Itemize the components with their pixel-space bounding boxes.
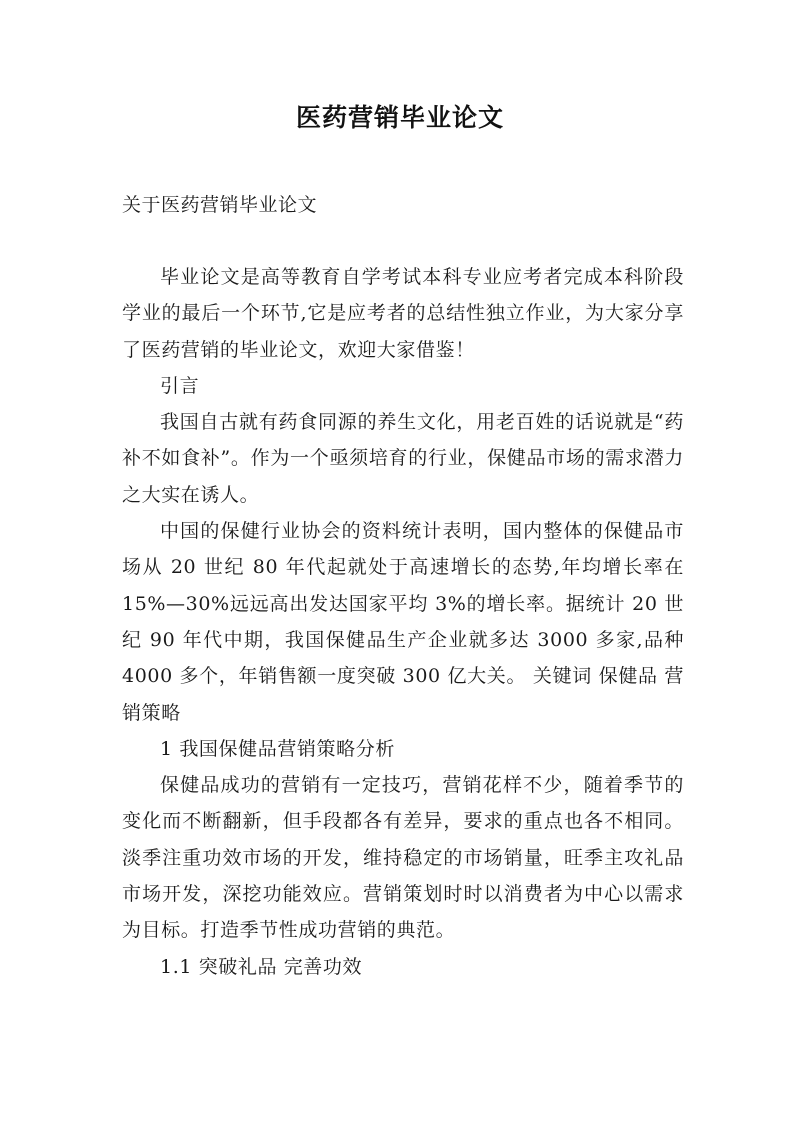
document-body bbox=[122, 259, 684, 985]
paragraph-strategy: 保健品成功的营销有一定技巧，营销花样不少，随着季节的变化而不断翻新，但手段都各有差异，要求的重点也各不相同。淡季注重功效市场的开发，维持稳定的市场销量，旺季主攻礼品市场开发，深挖功能效应。营销策划时时以消费者为中心以需求为目标。打造季节性成功营销的典范。 bbox=[122, 774, 684, 942]
paragraph-intro: 毕业论文是高等教育自学考试本科专业应考者完成本科阶段学业的最后一个环节,它是应考者的总结性独立作业，为大家分享了医药营销的毕业论文，欢迎大家借鉴！ bbox=[122, 266, 684, 361]
section-heading-1: 1 我国保健品营销策略分析 bbox=[160, 737, 395, 760]
paragraph-culture: 我国自古就有药食同源的养生文化，用老百姓的话说就是“药补不如食补”。作为一个亟须培育的行业，保健品市场的需求潜力之大实在诱人。 bbox=[122, 411, 684, 506]
section-heading-1-1: 1.1 突破礼品 完善功效 bbox=[160, 955, 363, 978]
document-subtitle: 关于医药营销毕业论文 bbox=[122, 194, 318, 216]
document-title: 医药营销毕业论文 bbox=[295, 103, 504, 132]
paragraph-statistics: 中国的保健行业协会的资料统计表明，国内整体的保健品市场从 20 世纪 80 年代起就处于高速增长的态势,年均增长率在 15%—30%远远高出发达国家平均 3%的增长率。据统计 20 世纪 90 年代中期，我国保健品生产企业就多达 3000 多家,品种 4000 多个，年销售额一度突破 300 亿大关。 关键词 保健品 营销策略 bbox=[122, 520, 684, 724]
section-heading-preface: 引言 bbox=[160, 374, 200, 397]
